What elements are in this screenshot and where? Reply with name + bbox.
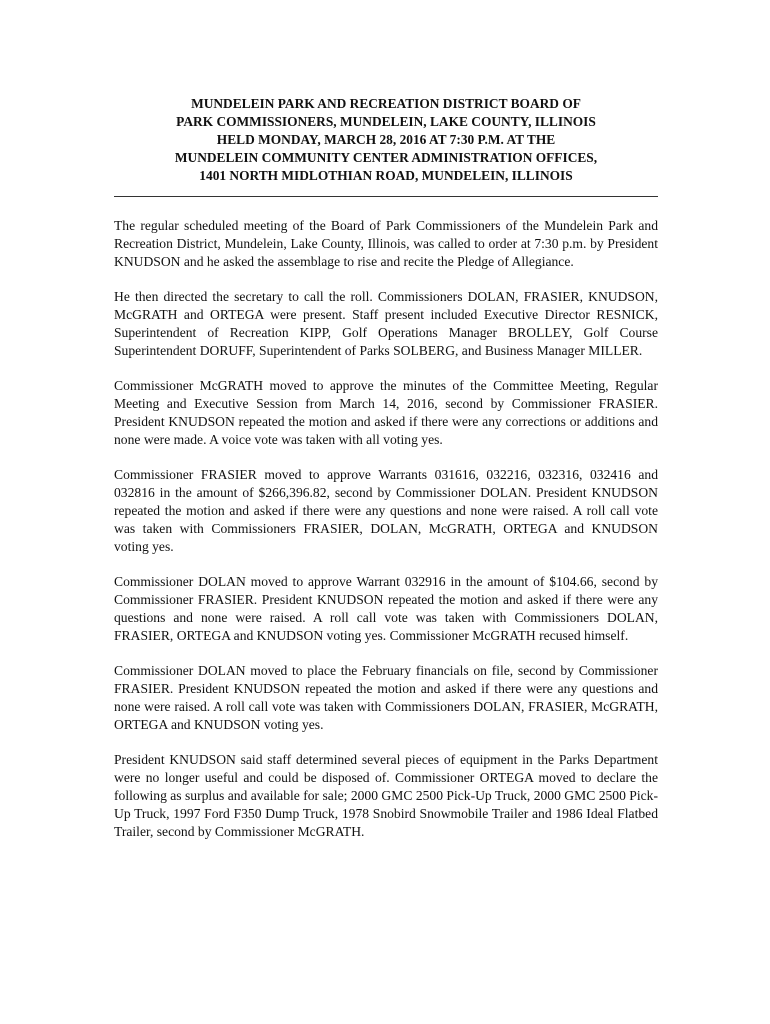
paragraph-minutes-approval: Commissioner McGRATH moved to approve the minutes of the Committee Meeting, Regular Meeting and Executive Session from March 14, 2016, second by Commissioner FRASIER. President KNUDSON repeated the motion and asked if there were any corrections or additions and none were made. A voice vote was taken with all voting yes. — [114, 378, 658, 447]
paragraph-surplus-equipment: President KNUDSON said staff determined several pieces of equipment in the Parks Department were no longer useful and could be disposed of. Commissioner ORTEGA moved to declare the following as surplus and available for sale; 2000 GMC 2500 Pick-Up Truck, 2000 GMC 2500 Pick-Up Truck, 1997 Ford F350 Dump Truck, 1978 Snobird Snowmobile Trailer and 1986 Ideal Flatbed Trailer, second by Commissioner McGRATH. — [114, 752, 658, 839]
paragraph-roll-call: He then directed the secretary to call the roll. Commissioners DOLAN, FRASIER, KNUDSON, McGRATH and ORTEGA were present. Staff present included Executive Director RESNICK, Superintendent of Recreation KIPP, Golf Operations Manager BROLLEY, Golf Course Superintendent DORUFF, Superintendent of Parks SOLBERG, and Business Manager MILLER. — [114, 289, 658, 358]
meeting-heading — [114, 95, 658, 185]
paragraph-financials: Commissioner DOLAN moved to place the February financials on file, second by Commissioner FRASIER. President KNUDSON repeated the motion and asked if there were any questions and none were raised. A roll call vote was taken with Commissioners DOLAN, FRASIER, McGRATH, ORTEGA and KNUDSON voting yes. — [114, 663, 658, 732]
heading-line: PARK COMMISSIONERS, MUNDELEIN, LAKE COUNTY, ILLINOIS — [176, 114, 596, 129]
paragraph-warrants-approval: Commissioner FRASIER moved to approve Warrants 031616, 032216, 032316, 032416 and 032816 in the amount of $266,396.82, second by Commissioner DOLAN. President KNUDSON repeated the motion and asked if there were any questions and none were raised. A roll call vote was taken with Commissioners FRASIER, DOLAN, McGRATH, ORTEGA and KNUDSON voting yes. — [114, 467, 658, 554]
paragraph-warrant-032916: Commissioner DOLAN moved to approve Warrant 032916 in the amount of $104.66, second by Commissioner FRASIER. President KNUDSON repeated the motion and asked if there were any questions and none were raised. A roll call vote was taken with Commissioners DOLAN, FRASIER, ORTEGA and KNUDSON voting yes. Commissioner McGRATH recused himself. — [114, 574, 658, 643]
heading-line: MUNDELEIN COMMUNITY CENTER ADMINISTRATION OFFICES, — [174, 150, 598, 165]
minutes-body — [114, 217, 658, 841]
heading-line: HELD MONDAY, MARCH 28, 2016 AT 7:30 P.M. AT THE — [216, 132, 556, 147]
document-page — [114, 95, 658, 858]
heading-divider — [114, 196, 658, 197]
paragraph-call-to-order: The regular scheduled meeting of the Board of Park Commissioners of the Mundelein Park and Recreation District, Mundelein, Lake County, Illinois, was called to order at 7:30 p.m. by President KNUDSON and he asked the assemblage to rise and recite the Pledge of Allegiance. — [114, 218, 658, 269]
heading-line: 1401 NORTH MIDLOTHIAN ROAD, MUNDELEIN, ILLINOIS — [199, 168, 573, 183]
heading-line: MUNDELEIN PARK AND RECREATION DISTRICT BOARD OF — [191, 96, 581, 111]
